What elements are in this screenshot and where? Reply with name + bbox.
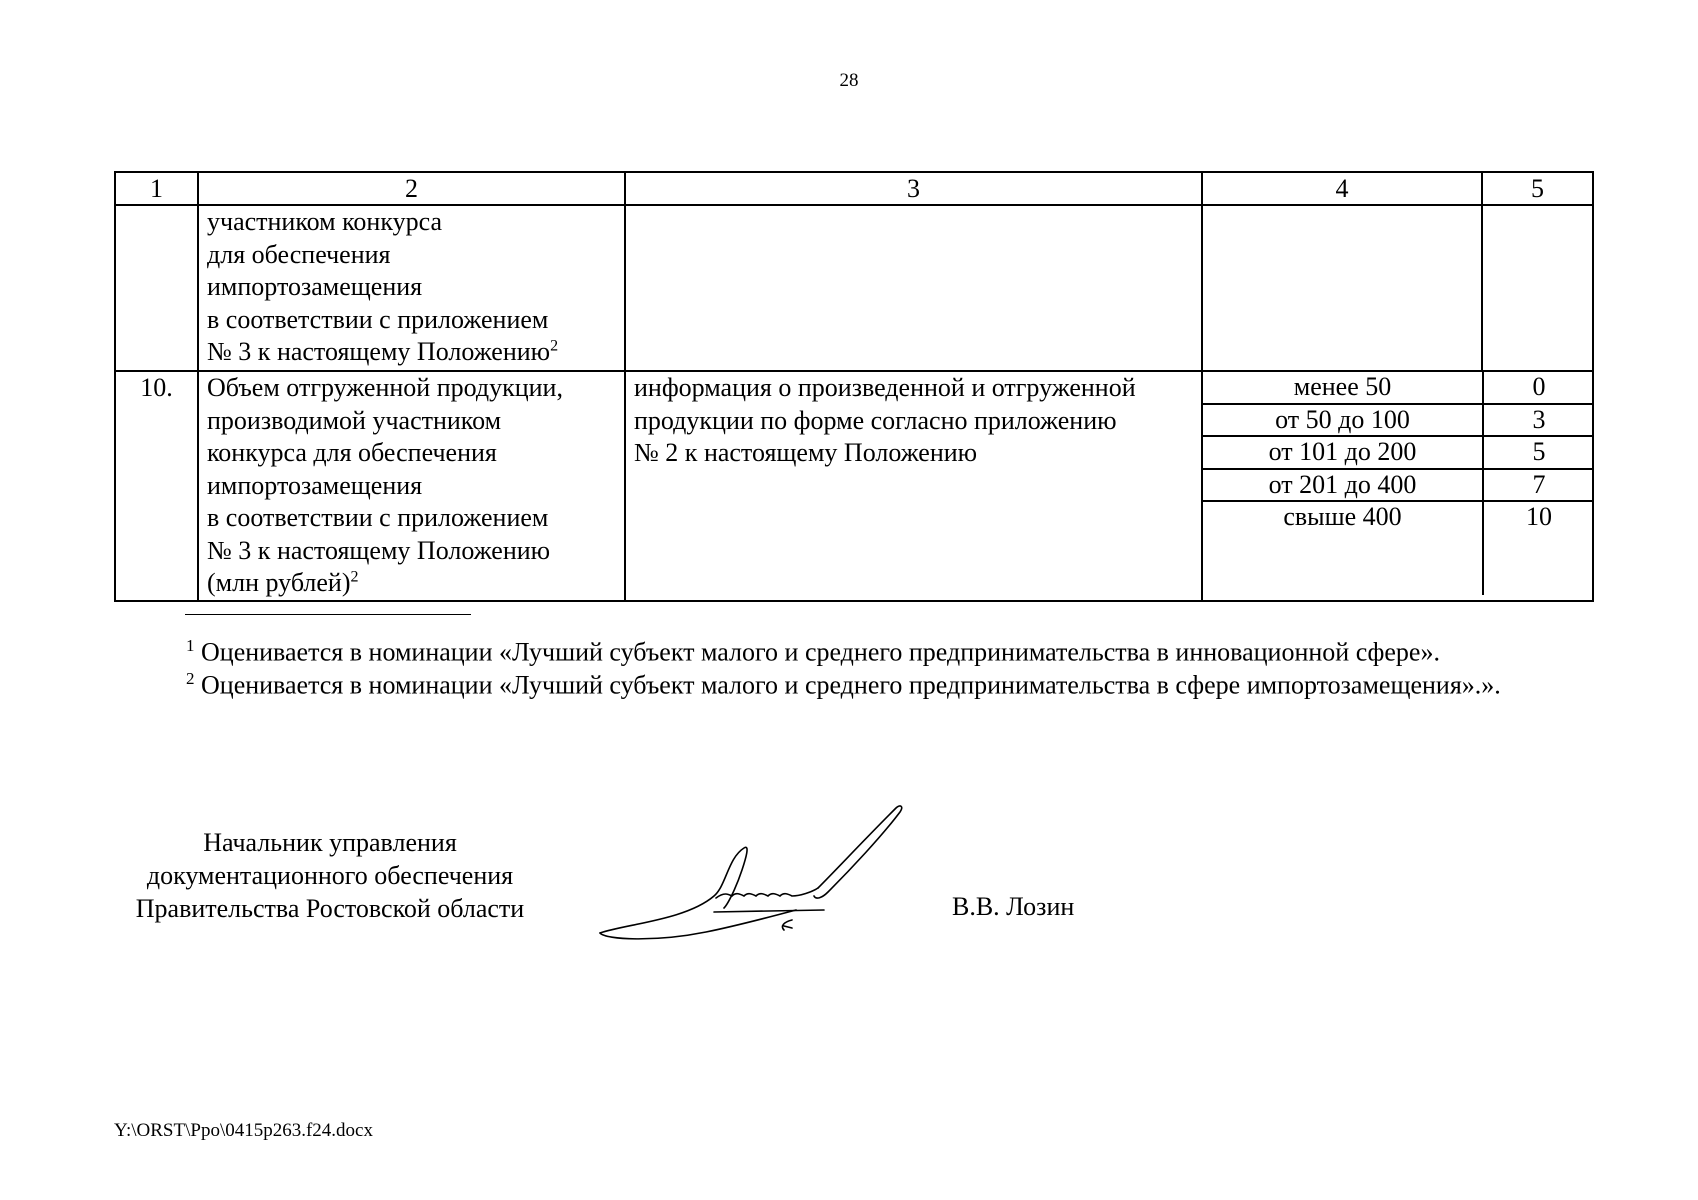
continuation-line: участником конкурса bbox=[207, 207, 443, 236]
footnote-mark: 1 bbox=[186, 636, 195, 655]
signatory-title-line: Начальник управления bbox=[203, 828, 457, 857]
signatory-name: В.В. Лозин bbox=[952, 892, 1075, 921]
continuation-line: для обеспечения bbox=[207, 239, 391, 269]
footnote-ref: 2 bbox=[550, 337, 559, 355]
criterion-line: импортозамещения bbox=[207, 470, 423, 500]
range-score-table bbox=[1203, 372, 1594, 595]
continuation-line: № 3 к настоящему Положению$^2$ bbox=[207, 337, 559, 366]
header-col-3: 3 bbox=[625, 172, 1202, 205]
continuation-criterion-cell bbox=[198, 205, 625, 371]
footnote-ref: 2 bbox=[350, 568, 359, 586]
criterion-line: № 3 к настоящему Положению bbox=[207, 535, 551, 565]
header-col-2: 2 bbox=[198, 172, 625, 205]
handwritten-signature bbox=[596, 800, 926, 950]
signatory-title bbox=[110, 826, 550, 925]
range-value: менее 50 bbox=[1203, 372, 1483, 404]
criterion-line: производимой участником bbox=[207, 405, 502, 435]
signatory-title-line: документационного обеспечения bbox=[146, 861, 514, 890]
header-col-1: 1 bbox=[115, 172, 198, 205]
criterion-line: в соответствии с приложением bbox=[207, 503, 549, 532]
footnote-2 bbox=[114, 662, 1592, 702]
footnote-text: Оценивается в номинации «Лучший субъект малого и среднего предпринимательства в сфере импортозамещения».». bbox=[201, 670, 1501, 700]
range-row bbox=[1203, 436, 1594, 469]
score-value: 3 bbox=[1483, 404, 1594, 437]
continuation-line: в соответствии с приложением bbox=[207, 304, 549, 334]
criterion-line: Объем отгруженной продукции, bbox=[207, 373, 563, 402]
footnote-separator bbox=[185, 614, 471, 615]
source-line: информация о произведенной и отгруженной bbox=[634, 373, 1136, 402]
continuation-number-cell bbox=[115, 205, 198, 371]
continuation-score-cell bbox=[1482, 205, 1593, 371]
header-col-4: 4 bbox=[1202, 172, 1482, 205]
range-row bbox=[1203, 404, 1594, 437]
source-line: № 2 к настоящему Положению bbox=[634, 438, 978, 467]
range-score-cell bbox=[1202, 371, 1593, 601]
score-value: 10 bbox=[1526, 502, 1552, 531]
document-file-path: Y:\ORST\Ppo\0415p263.f24.docx bbox=[114, 1120, 373, 1141]
score-value: 0 bbox=[1483, 372, 1594, 404]
continuation-line: импортозамещения bbox=[207, 272, 423, 301]
footnote-text: Оценивается в номинации «Лучший субъект малого и среднего предпринимательства в инновационной сфере». bbox=[201, 637, 1440, 667]
range-row bbox=[1203, 501, 1594, 595]
range-value: от 50 до 100 bbox=[1203, 404, 1483, 437]
range-value: свыше 400 bbox=[1203, 501, 1483, 595]
criterion-line: (млн рублей)$^2$ bbox=[207, 568, 359, 597]
table-row-10 bbox=[115, 371, 1593, 601]
criterion-cell bbox=[198, 371, 625, 601]
score-value: 5 bbox=[1483, 436, 1594, 469]
score-value: 7 bbox=[1483, 469, 1594, 502]
source-line: продукции по форме согласно приложению bbox=[634, 405, 1117, 435]
table-header-row bbox=[115, 172, 1593, 205]
row-number: 10. bbox=[115, 371, 198, 601]
criteria-table bbox=[114, 171, 1594, 602]
continuation-range-cell bbox=[1202, 205, 1482, 371]
range-value: от 201 до 400 bbox=[1203, 469, 1483, 502]
page-number: 28 bbox=[839, 70, 859, 91]
footnote-mark: 2 bbox=[186, 669, 195, 688]
criterion-line: конкурса для обеспечения bbox=[207, 438, 497, 467]
range-row bbox=[1203, 469, 1594, 502]
range-row bbox=[1203, 372, 1594, 404]
source-cell bbox=[625, 371, 1202, 601]
header-col-5: 5 bbox=[1482, 172, 1593, 205]
continuation-source-cell bbox=[625, 205, 1202, 371]
signatory-title-line: Правительства Ростовской области bbox=[135, 894, 525, 923]
table-row-continuation bbox=[115, 205, 1593, 371]
range-value: от 101 до 200 bbox=[1203, 436, 1483, 469]
